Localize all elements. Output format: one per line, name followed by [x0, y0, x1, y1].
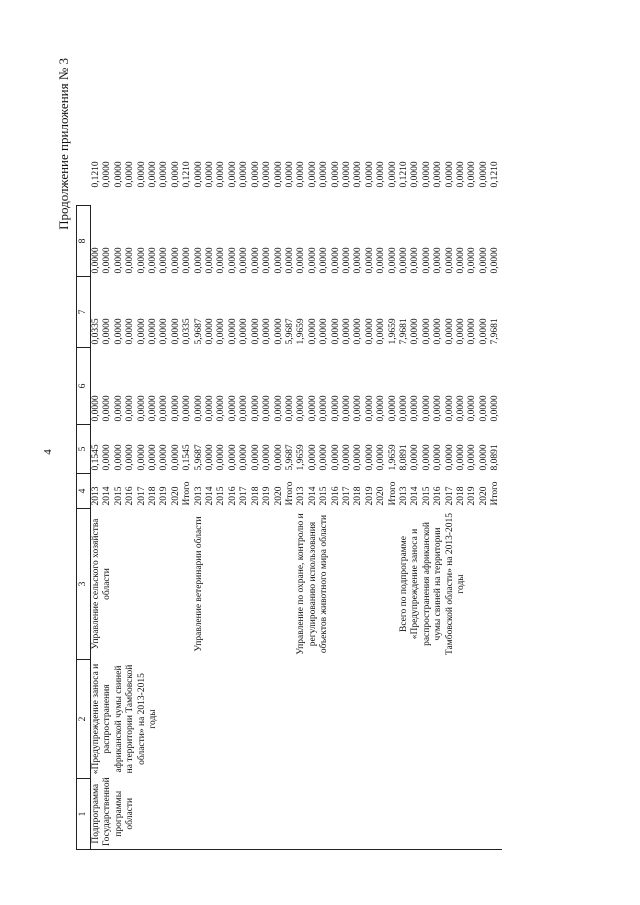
value-cell-v7: 0,0000 [148, 247, 159, 274]
year-cell: 2020 [170, 486, 181, 506]
value-cell-v7: 0,0000 [136, 247, 147, 274]
value-cell-v7: 0,0000 [91, 247, 101, 274]
value-cell-v8: 0,0000 [227, 161, 238, 188]
value-cell-v8: 0,0000 [125, 161, 136, 188]
value-cell-v5: 0,0000 [170, 395, 181, 422]
year-cell: 2013 [91, 486, 101, 506]
value-cell-v7: 0,0000 [250, 247, 261, 274]
value-cell-v6: 0,0000 [102, 318, 113, 345]
value-cell-v4: 0,0000 [330, 444, 341, 471]
year-cell: 2020 [273, 486, 284, 506]
year-cell: Итого [284, 481, 295, 506]
value-cell-v6: 0,0000 [444, 318, 455, 345]
program-type-cell: Подпрограмма Государственной программы области [91, 777, 136, 846]
year-cell: 2013 [193, 486, 204, 506]
value-cell-v4: 0,0000 [216, 444, 227, 471]
value-cell-v5: 0,0000 [421, 395, 432, 422]
value-cell-v4: 0,0000 [239, 444, 250, 471]
executor-cell: Всего по подпрограмме «Предупреждение заноса и распространения африканской чумы свиней на территории Тамбовской области» на 2013-2015 годы [398, 512, 466, 656]
value-cell-v8: 0,0000 [307, 161, 318, 188]
value-cell-v8: 0,1210 [398, 161, 409, 188]
value-cell-v8: 0,1210 [490, 161, 501, 188]
value-cell-v8: 0,0000 [170, 161, 181, 188]
year-cell: 2018 [250, 486, 261, 506]
year-cell: 2015 [421, 486, 432, 506]
value-cell-v5: 0,0000 [490, 395, 501, 422]
value-cell-v6: 7,9681 [398, 318, 409, 345]
value-cell-v4: 0,0000 [421, 444, 432, 471]
value-cell-v6: 1,9659 [387, 318, 398, 345]
value-cell-v7: 0,0000 [433, 247, 444, 274]
year-cell: 2016 [433, 486, 444, 506]
value-cell-v7: 0,0000 [421, 247, 432, 274]
value-cell-v5: 0,0000 [478, 395, 489, 422]
value-cell-v7: 0,0000 [284, 247, 295, 274]
value-cell-v7: 0,0000 [478, 247, 489, 274]
value-cell-v7: 0,0000 [444, 247, 455, 274]
value-cell-v8: 0,0000 [250, 161, 261, 188]
value-cell-v4: 8,0891 [398, 444, 409, 471]
value-cell-v6: 0,0000 [250, 318, 261, 345]
value-cell-v5: 0,0000 [456, 395, 466, 422]
value-cell-v7: 0,0000 [353, 247, 364, 274]
value-cell-v8: 0,0000 [387, 161, 398, 188]
value-cell-v6: 0,0000 [262, 318, 273, 345]
year-cell: 2018 [456, 486, 466, 506]
value-cell-v5: 0,0000 [353, 395, 364, 422]
year-cell: 2013 [296, 486, 307, 506]
value-cell-v6: 0,0000 [353, 318, 364, 345]
value-cell-v5: 0,0000 [319, 395, 330, 422]
value-cell-v8: 0,0000 [478, 161, 489, 188]
value-cell-v7: 0,0000 [364, 247, 375, 274]
value-cell-v5: 0,0000 [262, 395, 273, 422]
value-cell-v6: 0,0000 [478, 318, 489, 345]
year-cell: 2018 [148, 486, 159, 506]
value-cell-v6: 0,0000 [421, 318, 432, 345]
col-header-4: 4 [77, 474, 91, 509]
value-cell-v7: 0,0000 [273, 247, 284, 274]
year-cell: 2017 [239, 486, 250, 506]
col-header-8: 8 [77, 206, 91, 277]
value-cell-v8: 0,0000 [296, 161, 307, 188]
value-cell-v6: 0,0000 [148, 318, 159, 345]
value-cell-v6: 7,9681 [490, 318, 501, 345]
value-cell-v4: 5,9687 [284, 444, 295, 471]
value-cell-v5: 0,0000 [113, 395, 124, 422]
year-cell: 2016 [227, 486, 238, 506]
value-cell-v4: 0,0000 [273, 444, 284, 471]
year-cell: Итого [387, 481, 398, 506]
value-cell-v5: 0,0000 [307, 395, 318, 422]
value-cell-v6: 0,0000 [239, 318, 250, 345]
year-cell: 2015 [319, 486, 330, 506]
value-cell-v4: 0,0000 [148, 444, 159, 471]
program-name-cell: «Предупреждение заноса и распространения африканской чумы свиней на территории Тамбовской области» на 2013-2015 годы [91, 663, 159, 775]
value-cell-v8: 0,0000 [273, 161, 284, 188]
value-cell-v8: 0,0000 [262, 161, 273, 188]
value-cell-v4: 0,0000 [113, 444, 124, 471]
value-cell-v8: 0,0000 [330, 161, 341, 188]
page-number: 4 [42, 449, 54, 455]
value-cell-v8: 0,0000 [467, 161, 478, 188]
year-cell: 2017 [136, 486, 147, 506]
appendix-title: Продолжение приложения № 3 [56, 58, 71, 230]
value-cell-v5: 0,0000 [250, 395, 261, 422]
value-cell-v8: 0,0000 [319, 161, 330, 188]
value-cell-v5: 0,0000 [125, 395, 136, 422]
year-cell: 2015 [113, 486, 124, 506]
value-cell-v7: 0,0000 [490, 247, 501, 274]
value-cell-v4: 0,0000 [125, 444, 136, 471]
value-cell-v5: 0,0000 [341, 395, 352, 422]
value-cell-v4: 0,0000 [102, 444, 113, 471]
value-cell-v6: 0,0000 [456, 318, 466, 345]
value-cell-v8: 0,0000 [284, 161, 295, 188]
value-cell-v6: 0,0000 [410, 318, 421, 345]
value-cell-v7: 0,0000 [182, 247, 193, 274]
value-cell-v6: 0,0000 [205, 318, 216, 345]
year-cell: 2019 [364, 486, 375, 506]
value-cell-v5: 0,0000 [91, 395, 101, 422]
value-cell-v8: 0,0000 [433, 161, 444, 188]
table-body [91, 55, 502, 850]
value-cell-v4: 0,0000 [319, 444, 330, 471]
value-cell-v6: 0,0335 [182, 318, 193, 345]
year-cell: 2016 [125, 486, 136, 506]
year-cell: Итого [490, 481, 501, 506]
value-cell-v5: 0,0000 [148, 395, 159, 422]
value-cell-v5: 0,0000 [433, 395, 444, 422]
value-cell-v7: 0,0000 [376, 247, 387, 274]
year-cell: 2014 [102, 486, 113, 506]
col-header-3: 3 [77, 509, 91, 660]
table-row [91, 55, 103, 850]
value-cell-v7: 0,0000 [227, 247, 238, 274]
value-cell-v8: 0,1210 [182, 161, 193, 188]
value-cell-v4: 0,0000 [227, 444, 238, 471]
value-cell-v4: 1,9659 [387, 444, 398, 471]
value-cell-v5: 0,0000 [227, 395, 238, 422]
value-cell-v6: 0,0000 [159, 318, 170, 345]
value-cell-v4: 0,0000 [364, 444, 375, 471]
value-cell-v6: 5,9687 [193, 318, 204, 345]
value-cell-v4: 0,0000 [307, 444, 318, 471]
year-cell: 2014 [205, 486, 216, 506]
col-header-6: 6 [77, 348, 91, 425]
value-cell-v6: 0,0000 [467, 318, 478, 345]
value-cell-v8: 0,0000 [456, 161, 466, 188]
value-cell-v6: 0,0000 [216, 318, 227, 345]
year-cell: 2019 [159, 486, 170, 506]
year-cell: 2014 [307, 486, 318, 506]
value-cell-v4: 0,0000 [433, 444, 444, 471]
col-header-7: 7 [77, 277, 91, 348]
value-cell-v7: 0,0000 [216, 247, 227, 274]
value-cell-v7: 0,0000 [170, 247, 181, 274]
executor-cell: Управление по охране, контролю и регулированию использования объектов животного мира области [296, 513, 330, 655]
value-cell-v5: 0,0000 [467, 395, 478, 422]
value-cell-v6: 0,0000 [319, 318, 330, 345]
year-cell: 2017 [444, 486, 455, 506]
value-cell-v5: 0,0000 [159, 395, 170, 422]
value-cell-v4: 0,0000 [205, 444, 216, 471]
col-header-2: 2 [77, 660, 91, 779]
value-cell-v8: 0,0000 [376, 161, 387, 188]
value-cell-v6: 0,0000 [376, 318, 387, 345]
value-cell-v6: 0,0000 [113, 318, 124, 345]
value-cell-v8: 0,0000 [193, 161, 204, 188]
value-cell-v7: 0,0000 [341, 247, 352, 274]
value-cell-v7: 0,0000 [205, 247, 216, 274]
value-cell-v5: 0,0000 [273, 395, 284, 422]
value-cell-v7: 0,0000 [193, 247, 204, 274]
value-cell-v4: 0,0000 [250, 444, 261, 471]
value-cell-v5: 0,0000 [296, 395, 307, 422]
value-cell-v7: 0,0000 [398, 247, 409, 274]
value-cell-v7: 0,0000 [296, 247, 307, 274]
year-cell: 2015 [216, 486, 227, 506]
value-cell-v4: 0,0000 [410, 444, 421, 471]
value-cell-v6: 0,0000 [273, 318, 284, 345]
rotated-page [40, 42, 600, 862]
value-cell-v8: 0,0000 [113, 161, 124, 188]
value-cell-v7: 0,0000 [456, 247, 466, 274]
value-cell-v4: 0,0000 [467, 444, 478, 471]
year-cell: 2018 [353, 486, 364, 506]
value-cell-v5: 0,0000 [410, 395, 421, 422]
year-cell: 2019 [467, 486, 478, 506]
value-cell-v7: 0,0000 [159, 247, 170, 274]
year-cell: 2014 [410, 486, 421, 506]
value-cell-v5: 0,0000 [444, 395, 455, 422]
value-cell-v4: 0,0000 [456, 444, 466, 471]
value-cell-v6: 0,0000 [170, 318, 181, 345]
value-cell-v4: 0,0000 [444, 444, 455, 471]
value-cell-v4: 0,0000 [136, 444, 147, 471]
value-cell-v6: 0,0000 [341, 318, 352, 345]
value-cell-v4: 0,1545 [91, 444, 101, 471]
value-cell-v6: 0,0000 [364, 318, 375, 345]
executor-cell: Управление ветеринарии области [193, 516, 204, 652]
value-cell-v4: 0,0000 [353, 444, 364, 471]
value-cell-v6: 5,9687 [284, 318, 295, 345]
value-cell-v7: 0,0000 [102, 247, 113, 274]
value-cell-v5: 0,0000 [284, 395, 295, 422]
value-cell-v4: 0,0000 [376, 444, 387, 471]
value-cell-v4: 0,0000 [341, 444, 352, 471]
value-cell-v8: 0,0000 [444, 161, 455, 188]
value-cell-v6: 0,0000 [136, 318, 147, 345]
value-cell-v5: 0,0000 [182, 395, 193, 422]
year-cell: 2020 [376, 486, 387, 506]
value-cell-v4: 0,0000 [170, 444, 181, 471]
value-cell-v6: 0,0000 [307, 318, 318, 345]
value-cell-v8: 0,0000 [353, 161, 364, 188]
value-cell-v5: 0,0000 [376, 395, 387, 422]
value-cell-v5: 0,0000 [398, 395, 409, 422]
value-cell-v7: 0,0000 [319, 247, 330, 274]
value-cell-v4: 0,0000 [262, 444, 273, 471]
year-cell: 2020 [478, 486, 489, 506]
value-cell-v7: 0,0000 [387, 247, 398, 274]
value-cell-v5: 0,0000 [193, 395, 204, 422]
year-cell: 2016 [330, 486, 341, 506]
value-cell-v6: 0,0000 [227, 318, 238, 345]
value-cell-v4: 1,9659 [296, 444, 307, 471]
finance-table [76, 54, 502, 850]
year-cell: 2017 [341, 486, 352, 506]
value-cell-v8: 0,0000 [341, 161, 352, 188]
value-cell-v8: 0,0000 [136, 161, 147, 188]
value-cell-v5: 0,0000 [239, 395, 250, 422]
value-cell-v7: 0,0000 [113, 247, 124, 274]
value-cell-v7: 0,0000 [125, 247, 136, 274]
value-cell-v4: 5,9687 [193, 444, 204, 471]
value-cell-v6: 1,9659 [296, 318, 307, 345]
value-cell-v8: 0,0000 [148, 161, 159, 188]
value-cell-v8: 0,0000 [102, 161, 113, 188]
value-cell-v6: 0,0000 [125, 318, 136, 345]
value-cell-v4: 0,1545 [182, 444, 193, 471]
value-cell-v5: 0,0000 [387, 395, 398, 422]
column-number-row [77, 55, 91, 850]
value-cell-v8: 0,0000 [205, 161, 216, 188]
value-cell-v7: 0,0000 [239, 247, 250, 274]
year-cell: 2013 [398, 486, 409, 506]
value-cell-v8: 0,0000 [159, 161, 170, 188]
value-cell-v6: 0,0000 [433, 318, 444, 345]
value-cell-v7: 0,0000 [307, 247, 318, 274]
year-cell: Итого [182, 481, 193, 506]
value-cell-v4: 0,0000 [478, 444, 489, 471]
value-cell-v8: 0,0000 [364, 161, 375, 188]
value-cell-v8: 0,0000 [410, 161, 421, 188]
executor-cell: Управление сельского хозяйства области [91, 518, 113, 650]
value-cell-v5: 0,0000 [102, 395, 113, 422]
value-cell-v4: 0,0000 [159, 444, 170, 471]
value-cell-v8: 0,0000 [421, 161, 432, 188]
value-cell-v8: 0,0000 [216, 161, 227, 188]
value-cell-v5: 0,0000 [136, 395, 147, 422]
col-header-1: 1 [77, 779, 91, 850]
value-cell-v8: 0,0000 [239, 161, 250, 188]
value-cell-v7: 0,0000 [330, 247, 341, 274]
value-cell-v7: 0,0000 [467, 247, 478, 274]
value-cell-v5: 0,0000 [364, 395, 375, 422]
value-cell-v5: 0,0000 [205, 395, 216, 422]
value-cell-v6: 0,0000 [330, 318, 341, 345]
value-cell-v7: 0,0000 [262, 247, 273, 274]
value-cell-v5: 0,0000 [330, 395, 341, 422]
value-cell-v7: 0,0000 [410, 247, 421, 274]
col-header-5: 5 [77, 425, 91, 474]
value-cell-v5: 0,0000 [216, 395, 227, 422]
value-cell-v6: 0,0335 [91, 318, 101, 345]
value-cell-v4: 8,0891 [490, 444, 501, 471]
year-cell: 2019 [262, 486, 273, 506]
value-cell-v8: 0,1210 [90, 161, 101, 188]
